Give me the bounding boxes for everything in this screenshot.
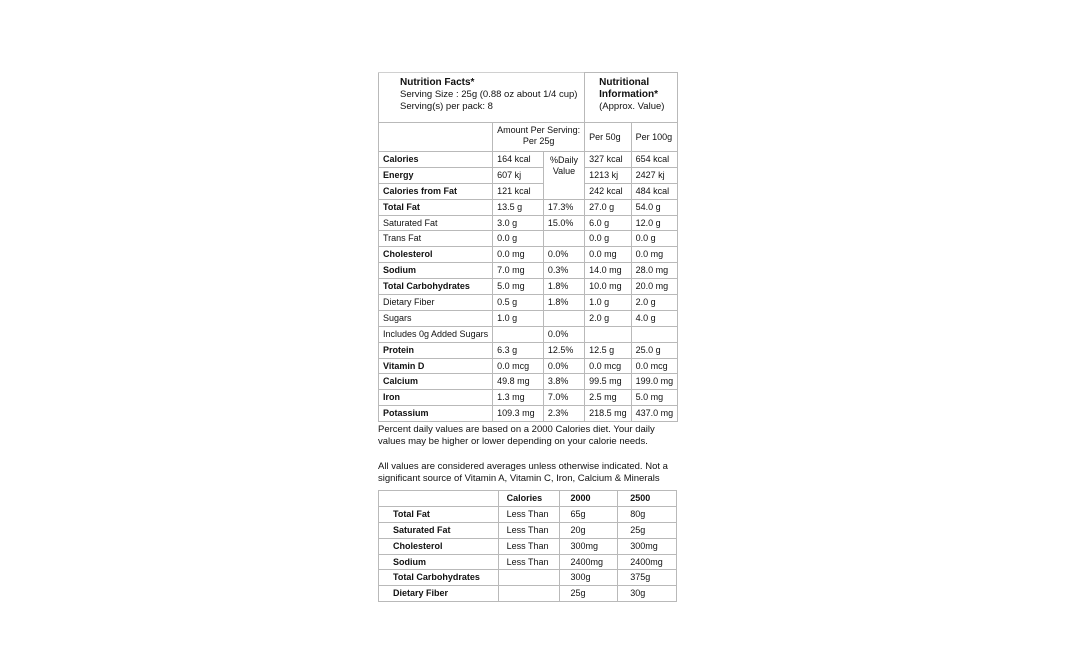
amount-per-serving: 0.5 g — [493, 295, 544, 311]
amount-per-serving: 109.3 mg — [493, 406, 544, 422]
amount-line-2: Per 25g — [522, 136, 555, 146]
per-50g-value: 99.5 mg — [585, 374, 632, 390]
per-100g-value: 20.0 mg — [631, 279, 678, 295]
nutrient-name: Sodium — [379, 263, 493, 279]
per-50g-value: 0.0 mg — [585, 247, 632, 263]
nutrient-row — [379, 167, 678, 183]
nutrient-name: Trans Fat — [379, 231, 493, 247]
daily-value: 0.0% — [543, 247, 584, 263]
amount-per-serving: 1.0 g — [493, 310, 544, 326]
approx-value: (Approx. Value) — [599, 101, 665, 112]
amount-per-serving: 7.0 mg — [493, 263, 544, 279]
ref-2500-value: 30g — [618, 586, 677, 602]
daily-value: 7.0% — [543, 390, 584, 406]
nutrient-row — [379, 406, 678, 422]
per-50g-value: 14.0 mg — [585, 263, 632, 279]
ref-2500-value: 80g — [618, 506, 677, 522]
amount-per-serving-header — [493, 123, 585, 152]
servings-per-pack: Serving(s) per pack: 8 — [400, 101, 493, 112]
amount-per-serving: 0.0 g — [493, 231, 544, 247]
ref-nutrient-name: Cholesterol — [379, 538, 499, 554]
amount-per-serving: 49.8 mg — [493, 374, 544, 390]
per-100g-value: 54.0 g — [631, 199, 678, 215]
ref-row — [379, 570, 677, 586]
ref-nutrient-name: Total Carbohydrates — [379, 570, 499, 586]
ref-row — [379, 554, 677, 570]
per-100g-value: 0.0 g — [631, 231, 678, 247]
daily-values-note: Percent daily values are based on a 2000 Calories diet. Your daily values may be higher or lower depending on your calorie needs. — [378, 424, 655, 447]
daily-value — [543, 231, 584, 247]
per-100g-value: 2.0 g — [631, 295, 678, 311]
ref-2000-value: 2400mg — [560, 554, 618, 570]
nutrient-row — [379, 390, 678, 406]
amount-per-serving: 607 kj — [493, 167, 544, 183]
per-100g-header: Per 100g — [631, 123, 678, 152]
nutrient-row — [379, 199, 678, 215]
daily-value: 3.8% — [543, 374, 584, 390]
ref-row — [379, 586, 677, 602]
nutrient-name: Sugars — [379, 310, 493, 326]
daily-value: 2.3% — [543, 406, 584, 422]
daily-value: 15.0% — [543, 215, 584, 231]
ref-limit: Less Than — [498, 554, 560, 570]
nutrient-row — [379, 342, 678, 358]
amount-per-serving: 121 kcal — [493, 183, 544, 199]
amount-per-serving: 1.3 mg — [493, 390, 544, 406]
per-100g-value: 2427 kj — [631, 167, 678, 183]
nutrient-row — [379, 247, 678, 263]
ref-nutrient-name: Saturated Fat — [379, 522, 499, 538]
daily-value: 0.0% — [543, 326, 584, 342]
daily-value: 0.3% — [543, 263, 584, 279]
ref-header-calories: Calories — [498, 491, 560, 507]
nutrient-name: Vitamin D — [379, 358, 493, 374]
averages-note: All values are considered averages unless otherwise indicated. Not a significant source of Vitamin A, Vitamin C, Iron, Calcium & Minerals — [378, 461, 668, 484]
ref-2500-value: 2400mg — [618, 554, 677, 570]
per-50g-value: 2.0 g — [585, 310, 632, 326]
per-50g-value: 27.0 g — [585, 199, 632, 215]
nutrient-row — [379, 231, 678, 247]
daily-value: 12.5% — [543, 342, 584, 358]
ref-2500-value: 375g — [618, 570, 677, 586]
per-50g-value — [585, 326, 632, 342]
per-100g-value: 0.0 mcg — [631, 358, 678, 374]
nutrient-name: Total Carbohydrates — [379, 279, 493, 295]
nutrition-facts-table — [378, 72, 678, 422]
amount-per-serving: 6.3 g — [493, 342, 544, 358]
per-50g-value: 6.0 g — [585, 215, 632, 231]
per-50g-value: 1.0 g — [585, 295, 632, 311]
per-50g-value: 327 kcal — [585, 152, 632, 168]
per-50g-value: 12.5 g — [585, 342, 632, 358]
ref-header-blank — [379, 491, 499, 507]
ref-2000-value: 25g — [560, 586, 618, 602]
ref-limit: Less Than — [498, 538, 560, 554]
per-100g-value: 0.0 mg — [631, 247, 678, 263]
amount-per-serving: 13.5 g — [493, 199, 544, 215]
nutrient-name: Saturated Fat — [379, 215, 493, 231]
nutrition-facts-title: Nutrition Facts* — [400, 77, 475, 88]
nutritional-information-header — [585, 73, 678, 123]
ref-2000-value: 65g — [560, 506, 618, 522]
per-100g-value: 12.0 g — [631, 215, 678, 231]
nutritional-title-1: Nutritional — [599, 77, 650, 88]
per-100g-value: 654 kcal — [631, 152, 678, 168]
nutrient-name: Calories — [379, 152, 493, 168]
ref-2000-value: 20g — [560, 522, 618, 538]
nutrient-row — [379, 263, 678, 279]
per-50g-value: 2.5 mg — [585, 390, 632, 406]
ref-header-2500: 2500 — [618, 491, 677, 507]
nutrient-rows — [379, 152, 678, 422]
nutrient-row — [379, 295, 678, 311]
nutrient-row — [379, 152, 678, 168]
nutrient-name: Calories from Fat — [379, 183, 493, 199]
ref-rows — [379, 506, 677, 601]
per-50g-value: 0.0 mcg — [585, 358, 632, 374]
column-header-row — [379, 123, 678, 152]
per-50g-value: 218.5 mg — [585, 406, 632, 422]
ref-nutrient-name: Total Fat — [379, 506, 499, 522]
nutrient-name: Cholesterol — [379, 247, 493, 263]
daily-value: 17.3% — [543, 199, 584, 215]
amount-per-serving: 5.0 mg — [493, 279, 544, 295]
daily-value: 1.8% — [543, 279, 584, 295]
ref-nutrient-name: Sodium — [379, 554, 499, 570]
nutrient-name: Includes 0g Added Sugars — [379, 326, 493, 342]
daily-value: 1.8% — [543, 295, 584, 311]
serving-size: Serving Size : 25g (0.88 oz about 1/4 cup) — [400, 89, 578, 100]
nutrient-name: Total Fat — [379, 199, 493, 215]
nutrient-name: Potassium — [379, 406, 493, 422]
reference-daily-table — [378, 490, 677, 602]
nutrient-name: Iron — [379, 390, 493, 406]
ref-row — [379, 522, 677, 538]
nutrient-name: Dietary Fiber — [379, 295, 493, 311]
ref-limit: Less Than — [498, 522, 560, 538]
ref-header-2000: 2000 — [560, 491, 618, 507]
nutrient-row — [379, 183, 678, 199]
ref-2000-value: 300g — [560, 570, 618, 586]
per-50g-value: 10.0 mg — [585, 279, 632, 295]
daily-value-header — [543, 152, 584, 200]
nutrient-row — [379, 279, 678, 295]
per-100g-value: 28.0 mg — [631, 263, 678, 279]
ref-row — [379, 506, 677, 522]
per-50g-value: 0.0 g — [585, 231, 632, 247]
per-50g-header: Per 50g — [585, 123, 632, 152]
header-row — [379, 73, 678, 123]
nutrient-row — [379, 215, 678, 231]
ref-2500-value: 300mg — [618, 538, 677, 554]
ref-limit — [498, 570, 560, 586]
nutrient-name: Energy — [379, 167, 493, 183]
per-100g-value: 4.0 g — [631, 310, 678, 326]
nutrient-name: Protein — [379, 342, 493, 358]
per-100g-value: 199.0 mg — [631, 374, 678, 390]
nutrient-row — [379, 326, 678, 342]
per-50g-value: 242 kcal — [585, 183, 632, 199]
per-100g-value: 5.0 mg — [631, 390, 678, 406]
ref-limit — [498, 586, 560, 602]
amount-per-serving: 164 kcal — [493, 152, 544, 168]
per-100g-value: 437.0 mg — [631, 406, 678, 422]
amount-per-serving: 0.0 mcg — [493, 358, 544, 374]
per-100g-value — [631, 326, 678, 342]
nutrition-facts-header — [379, 73, 585, 123]
ref-2500-value: 25g — [618, 522, 677, 538]
nutritional-title-2: Information* — [599, 89, 659, 100]
nutrient-row — [379, 374, 678, 390]
amount-per-serving: 3.0 g — [493, 215, 544, 231]
nutrient-row — [379, 358, 678, 374]
daily-value — [543, 310, 584, 326]
ref-row — [379, 538, 677, 554]
amount-line-1: Amount Per Serving: — [497, 125, 581, 135]
ref-nutrient-name: Dietary Fiber — [379, 586, 499, 602]
nutrient-name: Calcium — [379, 374, 493, 390]
daily-value: 0.0% — [543, 358, 584, 374]
ref-2000-value: 300mg — [560, 538, 618, 554]
ref-header-row — [379, 491, 677, 507]
amount-per-serving: 0.0 mg — [493, 247, 544, 263]
daily-value-line-2: Value — [552, 166, 576, 176]
per-100g-value: 484 kcal — [631, 183, 678, 199]
per-50g-value: 1213 kj — [585, 167, 632, 183]
amount-per-serving — [493, 326, 544, 342]
nutrient-row — [379, 310, 678, 326]
daily-value-line-1: %Daily — [549, 155, 578, 165]
per-100g-value: 25.0 g — [631, 342, 678, 358]
ref-limit: Less Than — [498, 506, 560, 522]
